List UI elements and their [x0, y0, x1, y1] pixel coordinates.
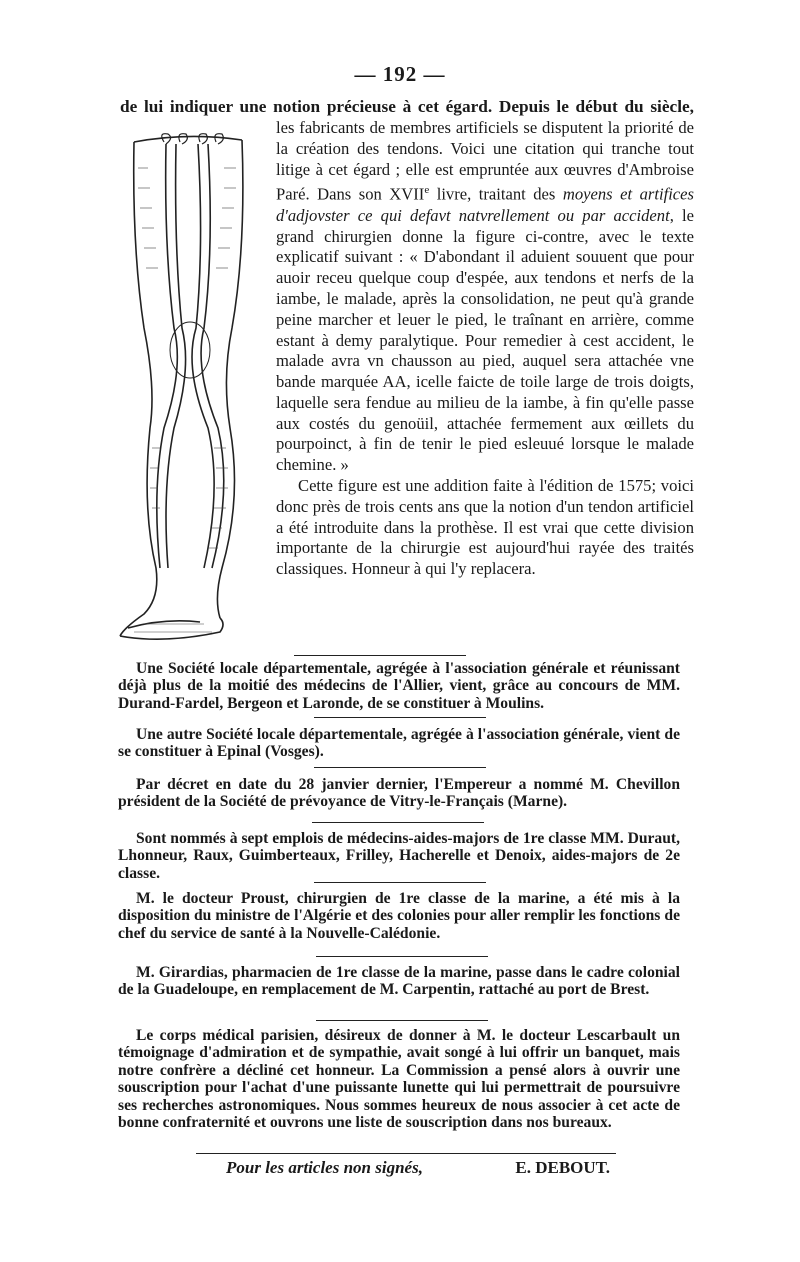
divider	[314, 767, 486, 768]
page-number: — 192 —	[354, 62, 446, 86]
divider	[314, 882, 486, 883]
notice-moulins: Une Société locale départementale, agrégée à l'association générale et réunissant déjà plus de la moitié des médecins de l'Allier, vient, grâce au concours de MM. Durand-Fardel, Bergeon et Laronde, de se constituer à Moulins.	[118, 660, 680, 712]
intro-paragraph-2: Cette figure est une addition faite à l'édition de 1575; voici donc près de trois cents ans que la notion d'un tendon artificiel a été introduite dans la prothèse. Il est vrai que cette division importante de la chirurgie est aujourd'hui rayée des traités classiques. Honneur à qui l'y replacera.	[276, 476, 694, 579]
signature-note: Pour les articles non signés,	[226, 1158, 423, 1177]
divider	[316, 1020, 488, 1021]
opening-line: de lui indiquer une notion précieuse à cet égard. Depuis le début du siècle,	[120, 97, 694, 116]
notice-lescarbault: Le corps médical parisien, désireux de donner à M. le docteur Lescarbault un témoignage d'admiration et de sympathie, avait songé à lui offrir un banquet, mais notre confrère a décliné cet honneur. La Commission a pensé alors à ouvrir une souscription pour l'achat d'une puissante lunette qui lui permettrait de poursuivre ses recherches astronomiques. Nous sommes heureux de nous associer à cet acte de bonne confraternité et ouvrons une liste de souscription dans nos bureaux.	[118, 1027, 680, 1132]
leg-prosthesis-illustration	[104, 128, 272, 650]
signature-name: E. DEBOUT.	[515, 1158, 610, 1177]
divider	[294, 655, 466, 656]
divider	[316, 956, 488, 957]
notice-decret: Par décret en date du 28 janvier dernier, l'Empereur a nommé M. Chevillon président de la Société de prévoyance de Vitry-le-Français (Marne).	[118, 776, 680, 811]
divider	[312, 822, 484, 823]
intro-paragraph-1: les fabricants de membres artificiels se disputent la priorité de la création des tendons. Voici une citation qui tranche tout litige à cet égard ; elle est empruntée aux œuvres d'Ambroise Paré. Dans son XVIIe livre, traitant des moyens et artifices d'adjovster ce qui defavt natvrellement ou par accident, le grand chirurgien donne la figure ci-contre, avec le texte explicatif suivant : « D'abondant il aduient souuent que pour auoir receu quelque coup d'espée, aux tendons et nerfs de la iambe, le malade, après la consolidation, ne peut qu'à grande peine marcher et leuer le pied, le traînant en arrière, comme estant à demy paralytique. Pour remedier à cest accident, le malade avra vn chausson au pied, auquel sera attachée vne bande marquée AA, icelle faicte de toile large de trois doigts, laquelle sera fendue au milieu de la iambe, à fin qu'elle passe aux costés du genoüil, attachée fermement aux œillets du pourpoinct, à fin de tenir le pied esleuué lorsque le malade chemine. »	[276, 118, 694, 475]
intro-column	[276, 118, 694, 580]
notice-nominations: Sont nommés à sept emplois de médecins-aides-majors de 1re classe MM. Duraut, Lhonneur, Raux, Guimberteaux, Frilley, Hacherelle et Denoix, aides-majors de 2e classe.	[118, 830, 680, 882]
notice-girardias: M. Girardias, pharmacien de 1re classe de la marine, passe dans le cadre colonial de la Guadeloupe, en remplacement de M. Carpentin, rattaché au port de Brest.	[118, 964, 680, 999]
signature-divider	[196, 1153, 616, 1154]
signature-line	[196, 1158, 616, 1180]
notice-proust: M. le docteur Proust, chirurgien de 1re classe de la marine, a été mis à la disposition du ministre de l'Algérie et des colonies pour aller remplir les fonctions de chef du service de santé à la Nouvelle-Calédonie.	[118, 890, 680, 942]
notice-epinal: Une autre Société locale départementale, agrégée à l'association générale, vient de se constituer à Epinal (Vosges).	[118, 726, 680, 761]
divider	[314, 717, 486, 718]
